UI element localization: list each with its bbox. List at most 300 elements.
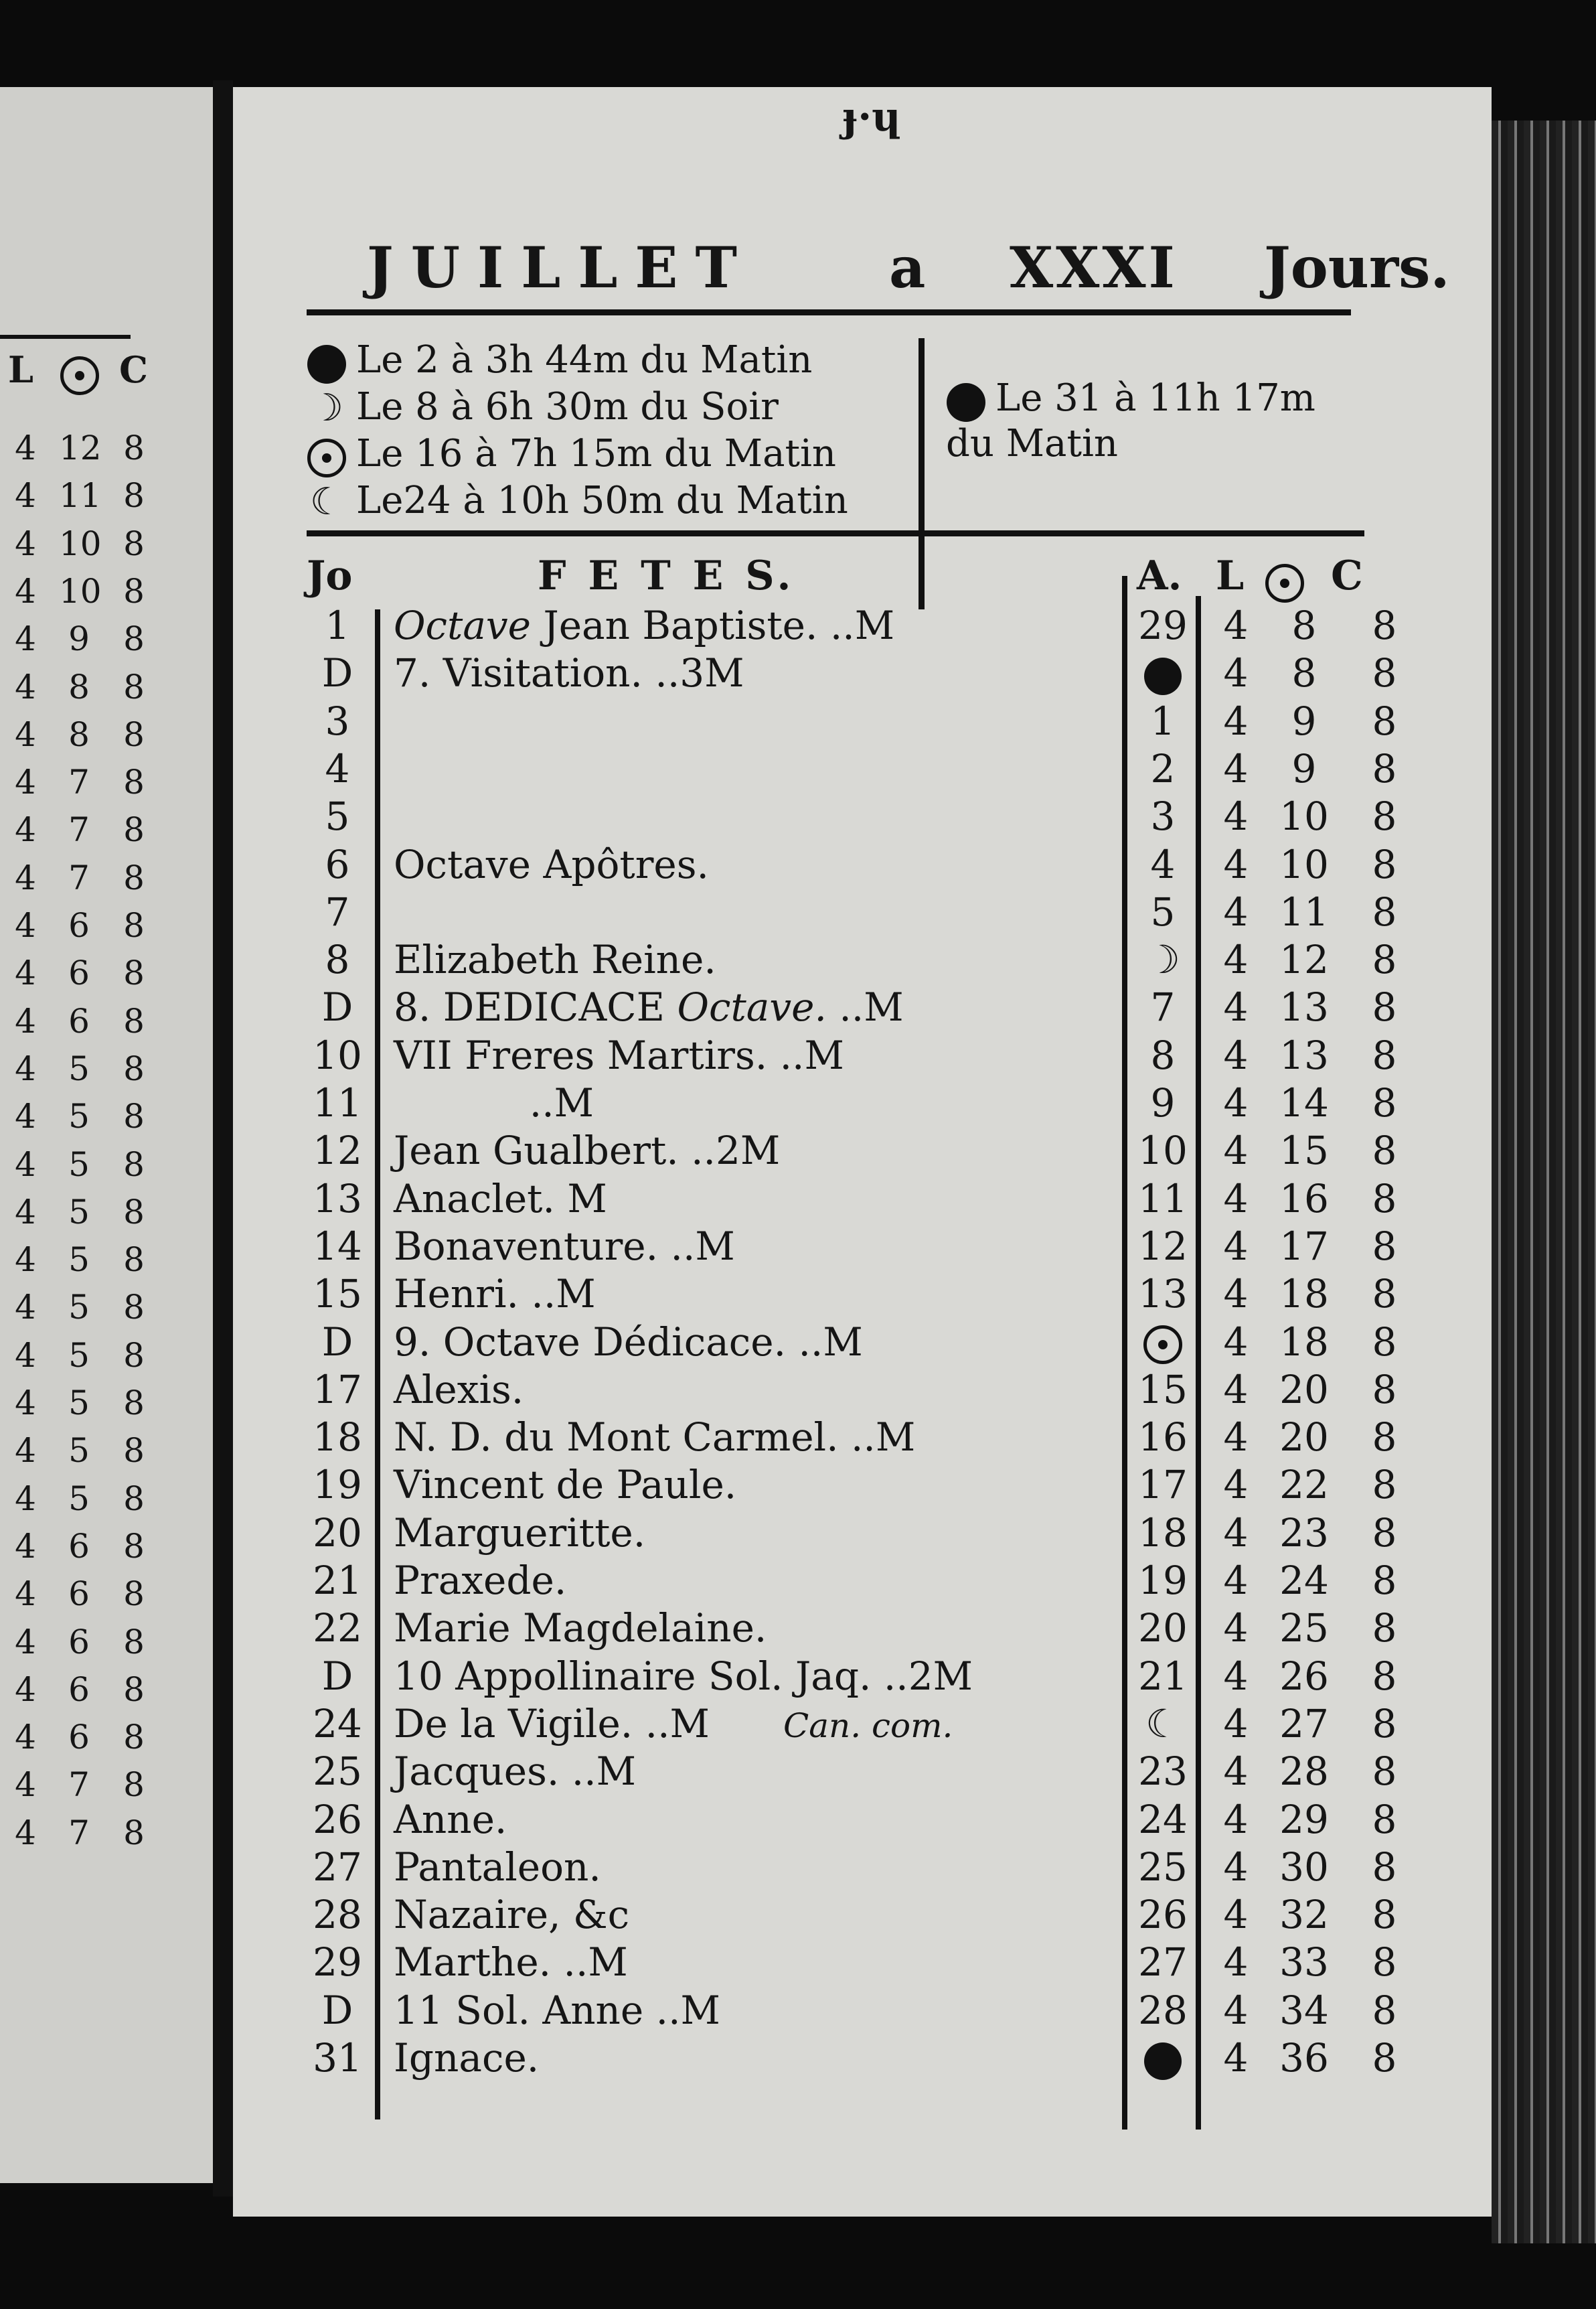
fete-cell xyxy=(394,1701,953,1746)
left-page-cell: 8 xyxy=(123,1765,145,1805)
left-page-row xyxy=(0,1527,213,1574)
moon-age-cell: 4 xyxy=(1150,841,1176,887)
table-row xyxy=(233,1653,1492,1701)
day-cell: 24 xyxy=(313,1700,362,1746)
table-row xyxy=(233,984,1492,1032)
left-page-cell: 5 xyxy=(68,1288,90,1327)
sunrise-hour-cell: 4 xyxy=(1223,1080,1249,1126)
sunrise-minute-cell: 17 xyxy=(1279,1223,1329,1269)
table-row xyxy=(233,1128,1492,1175)
day-cell: 12 xyxy=(313,1128,362,1174)
moon-age-cell: 11 xyxy=(1138,1175,1188,1221)
day-cell: 21 xyxy=(313,1558,362,1603)
left-page-cell: 4 xyxy=(15,1574,36,1614)
day-cell: D xyxy=(321,984,353,1031)
left-page-row xyxy=(0,524,213,571)
phase-text-4: Le24 à 10h 50m du Matin xyxy=(356,479,848,522)
moon-age-cell: 1 xyxy=(1150,698,1176,744)
phase-row-2 xyxy=(307,385,923,432)
left-page-cell: 8 xyxy=(123,1431,145,1471)
day-cell: D xyxy=(321,1987,353,2033)
sunrise-minute-cell: 14 xyxy=(1279,1080,1329,1126)
left-page-cell: 5 xyxy=(68,1240,90,1280)
fete-text: 11 Sol. Anne ..M xyxy=(394,1987,720,2033)
moon-age-cell: 13 xyxy=(1138,1271,1188,1317)
left-page-row xyxy=(0,429,213,475)
fete-text: Margueritte. xyxy=(394,1509,646,1556)
day-cell: 3 xyxy=(325,698,350,744)
left-page-cell: 11 xyxy=(59,476,102,516)
left-page-cell: 5 xyxy=(68,1097,90,1136)
c-header: C xyxy=(1331,552,1363,599)
day-cell: 6 xyxy=(325,841,350,887)
left-page-cell: 6 xyxy=(68,906,90,945)
left-page-cell: 4 xyxy=(15,429,36,467)
left-page-cell: 4 xyxy=(15,1144,36,1184)
sunrise-minute-cell: 13 xyxy=(1279,1032,1329,1078)
table-row xyxy=(233,650,1492,698)
sunrise-hour-cell: 4 xyxy=(1223,841,1249,887)
moon-age-cell: 27 xyxy=(1138,1939,1188,1986)
left-page-row xyxy=(0,668,213,715)
sunset-cell: 8 xyxy=(1372,1892,1397,1938)
sunrise-minute-cell: 20 xyxy=(1279,1414,1329,1461)
sunrise-hour-cell: 4 xyxy=(1223,889,1249,935)
fete-text: Henri. ..M xyxy=(394,1271,596,1317)
left-page-cell: 4 xyxy=(15,1049,36,1088)
sunset-cell: 8 xyxy=(1372,937,1397,983)
sunset-cell: 8 xyxy=(1372,1796,1397,1842)
fete-cell xyxy=(394,1939,628,1985)
fete-text: Octave Apôtres. xyxy=(394,841,709,887)
left-page-cell: 12 xyxy=(59,429,102,467)
fete-cell xyxy=(394,1605,767,1651)
sunrise-minute-cell: 11 xyxy=(1279,889,1329,935)
left-page-row xyxy=(0,1097,213,1144)
day-cell: 1 xyxy=(325,603,350,648)
left-page-cell: 6 xyxy=(68,1526,90,1566)
table-row xyxy=(233,1080,1492,1128)
moon-age-cell: 20 xyxy=(1138,1605,1188,1651)
fete-text: Ignace. xyxy=(394,2035,540,2081)
left-page-cell: 9 xyxy=(68,619,90,659)
left-page-row xyxy=(0,1574,213,1621)
sunrise-minute-cell: 18 xyxy=(1279,1319,1329,1365)
quarter-moon-icon: ☾ xyxy=(1145,1700,1180,1746)
left-page-cell: 5 xyxy=(68,1335,90,1375)
sunset-cell: 8 xyxy=(1372,1558,1397,1603)
fete-cell xyxy=(394,1271,596,1317)
fete-text: Anne. xyxy=(394,1796,507,1842)
full-moon-icon xyxy=(1130,2035,1196,2081)
sunset-cell: 8 xyxy=(1372,1128,1397,1174)
moon-age-cell: 9 xyxy=(1150,1080,1176,1126)
left-page-cell: 8 xyxy=(123,1479,145,1518)
fete-cell xyxy=(394,1080,594,1126)
sunset-cell: 8 xyxy=(1372,1223,1397,1269)
fete-cell xyxy=(394,1367,524,1412)
sunset-cell: 8 xyxy=(1372,1462,1397,1508)
table-row xyxy=(233,1558,1492,1605)
fete-cell xyxy=(394,1988,720,2033)
sunrise-hour-cell: 4 xyxy=(1223,1032,1249,1078)
table-row xyxy=(233,603,1492,650)
sunrise-hour-cell: 4 xyxy=(1223,1319,1249,1365)
left-page-row xyxy=(0,619,213,666)
sunrise-minute-cell: 28 xyxy=(1279,1748,1329,1795)
sun-icon xyxy=(1265,556,1304,603)
moon-age-cell: 21 xyxy=(1138,1653,1188,1699)
sunrise-minute-cell: 24 xyxy=(1279,1558,1329,1603)
left-page-cell: 8 xyxy=(123,1097,145,1136)
left-page-row xyxy=(0,1002,213,1049)
title-count: XXXI xyxy=(1010,234,1178,301)
left-page-cell: 4 xyxy=(15,763,36,802)
left-page-row xyxy=(0,1384,213,1430)
fete-note: Can. com. xyxy=(783,1706,953,1745)
sunrise-hour-cell: 4 xyxy=(1223,1796,1249,1842)
fete-cell xyxy=(394,2035,539,2081)
sunrise-hour-cell: 4 xyxy=(1223,794,1249,840)
title-a: a xyxy=(889,234,926,301)
sunrise-hour-cell: 4 xyxy=(1223,650,1249,696)
sunset-cell: 8 xyxy=(1372,2035,1397,2081)
day-cell: 14 xyxy=(313,1223,362,1269)
left-page-row xyxy=(0,763,213,810)
sunrise-minute-cell: 16 xyxy=(1279,1175,1329,1221)
day-cell: 11 xyxy=(313,1080,362,1126)
moon-age-cell: 3 xyxy=(1150,794,1176,840)
sunrise-hour-cell: 4 xyxy=(1223,1175,1249,1221)
left-page-cell: 8 xyxy=(123,571,145,611)
sunrise-minute-cell: 8 xyxy=(1291,650,1317,696)
left-page-cell: 4 xyxy=(15,571,36,611)
sunrise-hour-cell: 4 xyxy=(1223,1128,1249,1174)
left-page-cell: 4 xyxy=(15,524,36,563)
left-page-row xyxy=(0,859,213,905)
left-page-row xyxy=(0,1336,213,1383)
table-row xyxy=(233,1271,1492,1319)
left-page-cell: 8 xyxy=(123,1526,145,1566)
left-page-cell: 8 xyxy=(123,763,145,802)
fete-cell xyxy=(394,1319,863,1365)
table-row xyxy=(233,1510,1492,1558)
sunrise-minute-cell: 20 xyxy=(1279,1366,1329,1412)
sunrise-minute-cell: 10 xyxy=(1279,841,1329,887)
left-page-row xyxy=(0,1049,213,1096)
left-page-row xyxy=(0,906,213,953)
left-page-cell: 8 xyxy=(123,1144,145,1184)
day-cell: 19 xyxy=(313,1462,362,1508)
sunrise-hour-cell: 4 xyxy=(1223,1509,1249,1556)
fete-cell xyxy=(394,1653,973,1699)
left-page-row xyxy=(0,572,213,619)
sunset-cell: 8 xyxy=(1372,698,1397,744)
sunrise-hour-cell: 4 xyxy=(1223,1748,1249,1795)
fete-cell xyxy=(394,1223,735,1269)
moon-age-cell: 8 xyxy=(1150,1032,1176,1078)
left-page-cell: 8 xyxy=(123,1574,145,1614)
left-page-cell: 8 xyxy=(68,667,90,706)
left-page-cell: 7 xyxy=(68,1813,90,1852)
left-page-row xyxy=(0,1670,213,1717)
left-page-row xyxy=(0,1479,213,1526)
left-page-cell: 4 xyxy=(15,667,36,706)
fete-cell xyxy=(394,984,904,1030)
left-page-cell: 8 xyxy=(68,715,90,754)
left-page-cell: 6 xyxy=(68,1622,90,1661)
sunrise-hour-cell: 4 xyxy=(1223,1223,1249,1269)
phase-text-3: Le 16 à 7h 15m du Matin xyxy=(356,432,836,475)
fete-tail: ..M xyxy=(826,984,904,1031)
left-c-header: C xyxy=(119,348,148,391)
left-page-cell: 5 xyxy=(68,1192,90,1232)
new-moon-icon xyxy=(1130,1319,1196,1365)
left-page-cell: 8 xyxy=(123,1813,145,1852)
left-page-row xyxy=(0,1240,213,1287)
sunset-cell: 8 xyxy=(1372,984,1397,1031)
fete-cell xyxy=(394,1892,629,1937)
moon-age-cell: 15 xyxy=(1138,1366,1188,1412)
left-page-cell: 6 xyxy=(68,954,90,993)
left-page-cell: 5 xyxy=(68,1479,90,1518)
left-page-cell: 8 xyxy=(123,619,145,659)
fete-text: N. D. du Mont Carmel. ..M xyxy=(394,1414,916,1461)
left-page-cell: 6 xyxy=(68,1669,90,1709)
left-page-cell: 8 xyxy=(123,1288,145,1327)
sunrise-minute-cell: 8 xyxy=(1291,603,1317,648)
fete-text: Bonaventure. ..M xyxy=(394,1223,735,1269)
day-cell: D xyxy=(321,1319,353,1365)
left-sun-icon xyxy=(60,351,99,395)
day-cell: 27 xyxy=(313,1844,362,1890)
moon-age-cell: 10 xyxy=(1138,1128,1188,1174)
fete-text: Praxede. xyxy=(394,1558,567,1603)
left-page-cell: 10 xyxy=(59,571,102,611)
phase-text-1: Le 2 à 3h 44m du Matin xyxy=(356,338,813,382)
moon-age-cell: 25 xyxy=(1138,1844,1188,1890)
new-moon-icon xyxy=(307,433,347,477)
left-page-cell: 4 xyxy=(15,810,36,850)
moon-age-cell: 19 xyxy=(1138,1558,1188,1603)
left-page-row xyxy=(0,954,213,1000)
left-page-cell: 4 xyxy=(15,715,36,754)
table-row xyxy=(233,1033,1492,1080)
left-page-cell: 8 xyxy=(123,858,145,897)
fete-cell xyxy=(394,1844,601,1890)
left-page-cell: 4 xyxy=(15,1335,36,1375)
day-cell: 4 xyxy=(325,745,350,792)
sunrise-minute-cell: 18 xyxy=(1279,1271,1329,1317)
left-page-row xyxy=(0,1145,213,1192)
fete-cell xyxy=(394,1033,844,1078)
sunrise-minute-cell: 34 xyxy=(1279,1987,1329,2033)
fete-italic: Octave. xyxy=(677,984,827,1031)
left-page-cell: 4 xyxy=(15,1813,36,1852)
fete-text: 10 Appollinaire Sol. Jaq. ..2M xyxy=(394,1653,973,1699)
sunrise-minute-cell: 15 xyxy=(1279,1128,1329,1174)
left-page-cell: 4 xyxy=(15,1288,36,1327)
left-page-cell: 8 xyxy=(123,1384,145,1422)
left-page-cell: 6 xyxy=(68,1574,90,1614)
left-page-row xyxy=(0,1193,213,1240)
day-cell: 31 xyxy=(313,2035,362,2081)
day-cell: 5 xyxy=(325,794,350,840)
left-page-cell: 4 xyxy=(15,906,36,945)
phase-row-5b xyxy=(946,422,1348,469)
day-cell: 18 xyxy=(313,1414,362,1461)
left-page-cell: 8 xyxy=(123,1240,145,1280)
moon-age-cell: 2 xyxy=(1150,745,1176,792)
left-page-cell: 8 xyxy=(123,906,145,945)
table-row xyxy=(233,1701,1492,1748)
sunrise-minute-cell: 26 xyxy=(1279,1653,1329,1699)
left-page-cell: 8 xyxy=(123,810,145,850)
left-page-row xyxy=(0,810,213,857)
table-row xyxy=(233,1462,1492,1509)
fete-cell xyxy=(394,1462,736,1507)
table-row xyxy=(233,698,1492,746)
left-page-cell: 5 xyxy=(68,1144,90,1184)
age-header: A. xyxy=(1137,552,1182,599)
left-page-cell: 8 xyxy=(123,1049,145,1088)
left-page-rule xyxy=(0,335,131,339)
left-l-header: L xyxy=(8,348,33,391)
table-row xyxy=(233,1223,1492,1271)
sunset-cell: 8 xyxy=(1372,1032,1397,1078)
table-row xyxy=(233,1414,1492,1462)
sunset-cell: 8 xyxy=(1372,1366,1397,1412)
fete-cell xyxy=(394,650,744,696)
left-page-cell: 8 xyxy=(123,1622,145,1661)
full-moon-icon xyxy=(307,340,347,384)
fete-text: De la Vigile. ..M xyxy=(394,1700,710,1746)
sunrise-minute-cell: 32 xyxy=(1279,1892,1329,1938)
sunset-cell: 8 xyxy=(1372,1987,1397,2033)
left-page-cell: 4 xyxy=(15,858,36,897)
day-cell: D xyxy=(321,1653,353,1699)
sunrise-minute-cell: 27 xyxy=(1279,1700,1329,1746)
left-page-fragment xyxy=(0,87,217,2183)
sunset-cell: 8 xyxy=(1372,745,1397,792)
left-page-cell: 4 xyxy=(15,1097,36,1136)
sunrise-minute-cell: 13 xyxy=(1279,984,1329,1031)
left-page-cell: 7 xyxy=(68,1765,90,1805)
sunrise-hour-cell: 4 xyxy=(1223,1366,1249,1412)
left-page-row xyxy=(0,1718,213,1765)
phase-row-4 xyxy=(307,479,923,526)
sunset-cell: 8 xyxy=(1372,1319,1397,1365)
fete-text: Jean Gualbert. ..2M xyxy=(394,1128,781,1174)
sunrise-minute-cell: 29 xyxy=(1279,1796,1329,1842)
sunset-cell: 8 xyxy=(1372,841,1397,887)
l-header: L xyxy=(1216,552,1245,599)
sunset-cell: 8 xyxy=(1372,1748,1397,1795)
fete-cell xyxy=(394,842,709,887)
sunrise-hour-cell: 4 xyxy=(1223,1844,1249,1890)
left-page-cell: 8 xyxy=(123,429,145,467)
left-page-cell: 5 xyxy=(68,1049,90,1088)
day-cell: 10 xyxy=(313,1032,362,1078)
title-rule xyxy=(307,309,1351,315)
title-unit: Jours. xyxy=(1264,234,1450,301)
column-headers xyxy=(233,552,1492,609)
fete-text: 7. Visitation. ..3M xyxy=(394,650,744,696)
table-row xyxy=(233,1367,1492,1414)
sunset-cell: 8 xyxy=(1372,889,1397,935)
sunset-cell: 8 xyxy=(1372,1844,1397,1890)
sunrise-minute-cell: 23 xyxy=(1279,1509,1329,1556)
fete-cell xyxy=(394,1176,607,1221)
almanac-page xyxy=(233,87,1492,2217)
moon-age-cell: 24 xyxy=(1138,1796,1188,1842)
moon-age-cell: 16 xyxy=(1138,1414,1188,1461)
sunrise-hour-cell: 4 xyxy=(1223,1271,1249,1317)
sunrise-minute-cell: 9 xyxy=(1291,698,1317,744)
fete-cell xyxy=(394,1414,915,1460)
table-row xyxy=(233,889,1492,937)
sunset-cell: 8 xyxy=(1372,1271,1397,1317)
moon-age-cell: 18 xyxy=(1138,1509,1188,1556)
moon-age-cell: 29 xyxy=(1138,603,1188,648)
sunrise-minute-cell: 30 xyxy=(1279,1844,1329,1890)
sunset-cell: 8 xyxy=(1372,1509,1397,1556)
day-cell: D xyxy=(321,650,353,696)
left-page-cell: 4 xyxy=(15,1384,36,1422)
fete-cell xyxy=(394,1558,566,1603)
table-row xyxy=(233,1844,1492,1892)
sunrise-minute-cell: 22 xyxy=(1279,1462,1329,1508)
phase-rule xyxy=(307,530,1364,536)
sunrise-minute-cell: 9 xyxy=(1291,745,1317,792)
sunset-cell: 8 xyxy=(1372,794,1397,840)
table-row xyxy=(233,1797,1492,1844)
day-cell: 20 xyxy=(313,1509,362,1556)
table-row xyxy=(233,1176,1492,1223)
fetes-header: F E T E S. xyxy=(538,552,795,599)
sunrise-hour-cell: 4 xyxy=(1223,603,1249,648)
sunset-cell: 8 xyxy=(1372,1605,1397,1651)
day-cell: 28 xyxy=(313,1892,362,1938)
full-moon-icon xyxy=(946,378,986,422)
left-page-cell: 4 xyxy=(15,1431,36,1471)
table-row xyxy=(233,794,1492,841)
left-page-cell: 4 xyxy=(15,619,36,659)
fete-italic: Octave xyxy=(394,603,532,648)
sunset-cell: 8 xyxy=(1372,1939,1397,1986)
phase-text-2: Le 8 à 6h 30m du Soir xyxy=(356,385,779,429)
day-cell: 7 xyxy=(325,889,350,935)
sunrise-minute-cell: 33 xyxy=(1279,1939,1329,1986)
phase-text-5b: du Matin xyxy=(946,422,1118,465)
fete-text: VII Freres Martirs. ..M xyxy=(394,1032,844,1078)
sunset-cell: 8 xyxy=(1372,1653,1397,1699)
sunrise-hour-cell: 4 xyxy=(1223,984,1249,1031)
left-page-cell: 8 xyxy=(123,1192,145,1232)
fete-text: ..M xyxy=(394,1080,594,1126)
phase-row-5 xyxy=(946,376,1468,423)
day-cell: 8 xyxy=(325,937,350,983)
left-page-cell: 6 xyxy=(68,1001,90,1041)
sunrise-hour-cell: 4 xyxy=(1223,745,1249,792)
table-row xyxy=(233,1748,1492,1796)
left-page-cell: 8 xyxy=(123,1669,145,1709)
jo-header: Jo xyxy=(307,552,353,599)
sunrise-hour-cell: 4 xyxy=(1223,1892,1249,1938)
table-row xyxy=(233,1892,1492,1939)
page-edges xyxy=(1492,121,1596,2243)
sunrise-hour-cell: 4 xyxy=(1223,1939,1249,1986)
